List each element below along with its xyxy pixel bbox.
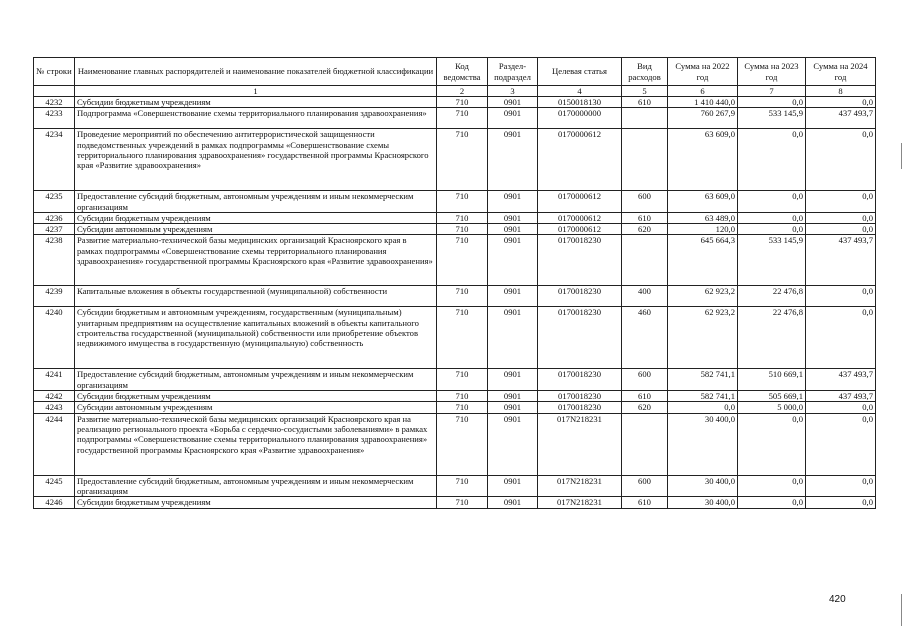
colnum-0 <box>34 86 75 97</box>
row-name: Субсидии бюджетным учреждениям <box>75 212 437 223</box>
row-target: 0170018230 <box>538 235 622 286</box>
row-expense-type: 610 <box>622 97 668 108</box>
row-dept-code: 710 <box>437 369 488 391</box>
row-expense-type: 610 <box>622 497 668 508</box>
row-sum-2024: 0,0 <box>806 97 876 108</box>
header-sum-2024: Сумма на 2024 год <box>806 58 876 86</box>
row-section: 0901 <box>488 108 538 129</box>
row-expense-type: 460 <box>622 307 668 369</box>
row-number: 4237 <box>34 224 75 235</box>
row-target: 0170018230 <box>538 286 622 307</box>
row-target: 017N218231 <box>538 413 622 475</box>
row-number: 4238 <box>34 235 75 286</box>
row-sum-2023: 22 476,8 <box>738 307 806 369</box>
row-section: 0901 <box>488 129 538 191</box>
row-sum-2024: 0,0 <box>806 307 876 369</box>
row-sum-2024: 0,0 <box>806 413 876 475</box>
row-expense-type: 400 <box>622 286 668 307</box>
row-expense-type: 620 <box>622 224 668 235</box>
colnum-4: 4 <box>538 86 622 97</box>
table-row <box>34 191 876 213</box>
page-number: 420 <box>829 594 846 605</box>
row-expense-type: 600 <box>622 191 668 213</box>
row-target: 0170000612 <box>538 129 622 191</box>
row-sum-2022: 30 400,0 <box>668 475 738 497</box>
colnum-7: 7 <box>738 86 806 97</box>
row-target: 0170018230 <box>538 307 622 369</box>
row-sum-2023: 5 000,0 <box>738 402 806 413</box>
row-sum-2022: 645 664,3 <box>668 235 738 286</box>
table-row <box>34 497 876 508</box>
row-sum-2023: 510 669,1 <box>738 369 806 391</box>
margin-mark <box>901 594 902 626</box>
row-sum-2024: 0,0 <box>806 402 876 413</box>
row-section: 0901 <box>488 391 538 402</box>
header-expense-type: Вид расходов <box>622 58 668 86</box>
row-dept-code: 710 <box>437 108 488 129</box>
row-section: 0901 <box>488 413 538 475</box>
row-sum-2024: 0,0 <box>806 497 876 508</box>
row-sum-2024: 0,0 <box>806 224 876 235</box>
row-sum-2022: 0,0 <box>668 402 738 413</box>
row-name: Субсидии автономным учреждениям <box>75 224 437 235</box>
row-dept-code: 710 <box>437 191 488 213</box>
row-sum-2022: 62 923,2 <box>668 307 738 369</box>
row-number: 4244 <box>34 413 75 475</box>
header-name: Наименование главных распорядителей и наименование показателей бюджетной классификации <box>75 58 437 86</box>
table-row <box>34 307 876 369</box>
table-row <box>34 129 876 191</box>
row-number: 4232 <box>34 97 75 108</box>
row-sum-2023: 533 145,9 <box>738 235 806 286</box>
row-dept-code: 710 <box>437 497 488 508</box>
row-sum-2022: 30 400,0 <box>668 497 738 508</box>
row-target: 0170000000 <box>538 108 622 129</box>
row-sum-2022: 1 410 440,0 <box>668 97 738 108</box>
table-row <box>34 391 876 402</box>
table-row <box>34 224 876 235</box>
row-name: Предоставление субсидий бюджетным, автономным учреждениям и иным некоммерческим организациям <box>75 191 437 213</box>
row-sum-2024: 0,0 <box>806 475 876 497</box>
table-row <box>34 235 876 286</box>
row-sum-2023: 0,0 <box>738 475 806 497</box>
table-row <box>34 413 876 475</box>
colnum-6: 6 <box>668 86 738 97</box>
table-row <box>34 286 876 307</box>
table-body <box>34 97 876 509</box>
row-number: 4245 <box>34 475 75 497</box>
row-section: 0901 <box>488 97 538 108</box>
colnum-3: 3 <box>488 86 538 97</box>
row-sum-2023: 0,0 <box>738 224 806 235</box>
row-sum-2024: 0,0 <box>806 191 876 213</box>
row-target: 0170000612 <box>538 224 622 235</box>
row-target: 0170018230 <box>538 402 622 413</box>
table-row <box>34 212 876 223</box>
row-target: 0170000612 <box>538 212 622 223</box>
row-target: 0170000612 <box>538 191 622 213</box>
table-row <box>34 108 876 129</box>
row-name: Субсидии бюджетным учреждениям <box>75 97 437 108</box>
row-expense-type: 600 <box>622 475 668 497</box>
row-sum-2024: 437 493,7 <box>806 369 876 391</box>
row-section: 0901 <box>488 497 538 508</box>
row-sum-2024: 437 493,7 <box>806 108 876 129</box>
row-expense-type <box>622 108 668 129</box>
row-expense-type: 600 <box>622 369 668 391</box>
row-number: 4233 <box>34 108 75 129</box>
row-section: 0901 <box>488 402 538 413</box>
row-dept-code: 710 <box>437 97 488 108</box>
row-section: 0901 <box>488 286 538 307</box>
row-target: 017N218231 <box>538 497 622 508</box>
header-dept-code: Код ведомства <box>437 58 488 86</box>
row-sum-2022: 63 609,0 <box>668 129 738 191</box>
row-dept-code: 710 <box>437 129 488 191</box>
row-name: Развитие материально-технической базы медицинских организаций Красноярского края на реализацию регионального проекта «Борьба с сердечно-сосудистыми заболеваниями» в рамках подпрограммы «Совершенствование схемы территориального планирования здравоохранения» государственной программы Красноярского края «Развитие здравоохранения» <box>75 413 437 475</box>
table-row <box>34 97 876 108</box>
row-sum-2024: 0,0 <box>806 212 876 223</box>
header-sum-2023: Сумма на 2023 год <box>738 58 806 86</box>
row-sum-2022: 760 267,9 <box>668 108 738 129</box>
header-sum-2022: Сумма на 2022 год <box>668 58 738 86</box>
row-sum-2022: 582 741,1 <box>668 369 738 391</box>
row-sum-2022: 120,0 <box>668 224 738 235</box>
row-section: 0901 <box>488 475 538 497</box>
header-row-no: № строки <box>34 58 75 86</box>
row-expense-type <box>622 129 668 191</box>
row-name: Субсидии автономным учреждениям <box>75 402 437 413</box>
budget-table <box>33 57 876 509</box>
row-number: 4246 <box>34 497 75 508</box>
column-number-row <box>34 86 876 97</box>
row-dept-code: 710 <box>437 475 488 497</box>
row-section: 0901 <box>488 212 538 223</box>
row-sum-2022: 63 609,0 <box>668 191 738 213</box>
row-name: Капитальные вложения в объекты государственной (муниципальной) собственности <box>75 286 437 307</box>
table-row <box>34 475 876 497</box>
row-dept-code: 710 <box>437 307 488 369</box>
row-target: 0150018130 <box>538 97 622 108</box>
row-number: 4243 <box>34 402 75 413</box>
row-dept-code: 710 <box>437 286 488 307</box>
row-sum-2024: 437 493,7 <box>806 391 876 402</box>
table-row <box>34 369 876 391</box>
row-name: Проведение мероприятий по обеспечению антитеррористической защищенности подведомственных учреждений в рамках подпрограммы «Совершенствование схемы территориального планирования здравоохранения» государственной программы Красноярского края «Развитие здравоохранения» <box>75 129 437 191</box>
row-section: 0901 <box>488 307 538 369</box>
row-sum-2023: 533 145,9 <box>738 108 806 129</box>
row-number: 4242 <box>34 391 75 402</box>
row-name: Развитие материально-технической базы медицинских организаций Красноярского края в рамках подпрограммы «Совершенствование схемы территориального планирования здравоохранения» государственной программы Красноярского края «Развитие здравоохранения» <box>75 235 437 286</box>
row-sum-2024: 437 493,7 <box>806 235 876 286</box>
row-target: 0170018230 <box>538 369 622 391</box>
header-section: Раздел-подраздел <box>488 58 538 86</box>
row-name: Субсидии бюджетным учреждениям <box>75 391 437 402</box>
table-row <box>34 402 876 413</box>
row-dept-code: 710 <box>437 402 488 413</box>
row-dept-code: 710 <box>437 224 488 235</box>
row-number: 4241 <box>34 369 75 391</box>
row-dept-code: 710 <box>437 235 488 286</box>
row-sum-2023: 505 669,1 <box>738 391 806 402</box>
colnum-8: 8 <box>806 86 876 97</box>
row-expense-type: 610 <box>622 212 668 223</box>
row-sum-2023: 0,0 <box>738 191 806 213</box>
row-section: 0901 <box>488 191 538 213</box>
row-expense-type <box>622 235 668 286</box>
row-section: 0901 <box>488 369 538 391</box>
row-sum-2023: 0,0 <box>738 212 806 223</box>
margin-mark <box>901 143 902 169</box>
row-sum-2022: 582 741,1 <box>668 391 738 402</box>
row-sum-2023: 0,0 <box>738 129 806 191</box>
row-number: 4240 <box>34 307 75 369</box>
row-sum-2024: 0,0 <box>806 129 876 191</box>
row-name: Субсидии бюджетным и автономным учреждениям, государственным (муниципальным) унитарным предприятиям на осуществление капитальных вложений в объекты капитального строительства государственной (муниципальной) собственности или приобретение объектов недвижимого имущества в государственную (муниципальную) собственность <box>75 307 437 369</box>
row-name: Субсидии бюджетным учреждениям <box>75 497 437 508</box>
row-number: 4234 <box>34 129 75 191</box>
row-sum-2023: 0,0 <box>738 413 806 475</box>
row-sum-2024: 0,0 <box>806 286 876 307</box>
row-number: 4236 <box>34 212 75 223</box>
row-name: Подпрограмма «Совершенствование схемы территориального планирования здравоохранения» <box>75 108 437 129</box>
row-target: 017N218231 <box>538 475 622 497</box>
row-sum-2023: 0,0 <box>738 497 806 508</box>
row-sum-2023: 0,0 <box>738 97 806 108</box>
row-expense-type: 620 <box>622 402 668 413</box>
row-expense-type: 610 <box>622 391 668 402</box>
colnum-5: 5 <box>622 86 668 97</box>
row-target: 0170018230 <box>538 391 622 402</box>
row-name: Предоставление субсидий бюджетным, автономным учреждениям и иным некоммерческим организациям <box>75 369 437 391</box>
row-sum-2022: 30 400,0 <box>668 413 738 475</box>
colnum-1: 1 <box>75 86 437 97</box>
row-dept-code: 710 <box>437 391 488 402</box>
row-number: 4235 <box>34 191 75 213</box>
row-section: 0901 <box>488 224 538 235</box>
row-number: 4239 <box>34 286 75 307</box>
table-header-row <box>34 58 876 86</box>
row-expense-type <box>622 413 668 475</box>
row-dept-code: 710 <box>437 212 488 223</box>
row-name: Предоставление субсидий бюджетным, автономным учреждениям и иным некоммерческим организациям <box>75 475 437 497</box>
colnum-2: 2 <box>437 86 488 97</box>
row-section: 0901 <box>488 235 538 286</box>
row-dept-code: 710 <box>437 413 488 475</box>
row-sum-2022: 62 923,2 <box>668 286 738 307</box>
header-target: Целевая статья <box>538 58 622 86</box>
row-sum-2023: 22 476,8 <box>738 286 806 307</box>
row-sum-2022: 63 489,0 <box>668 212 738 223</box>
